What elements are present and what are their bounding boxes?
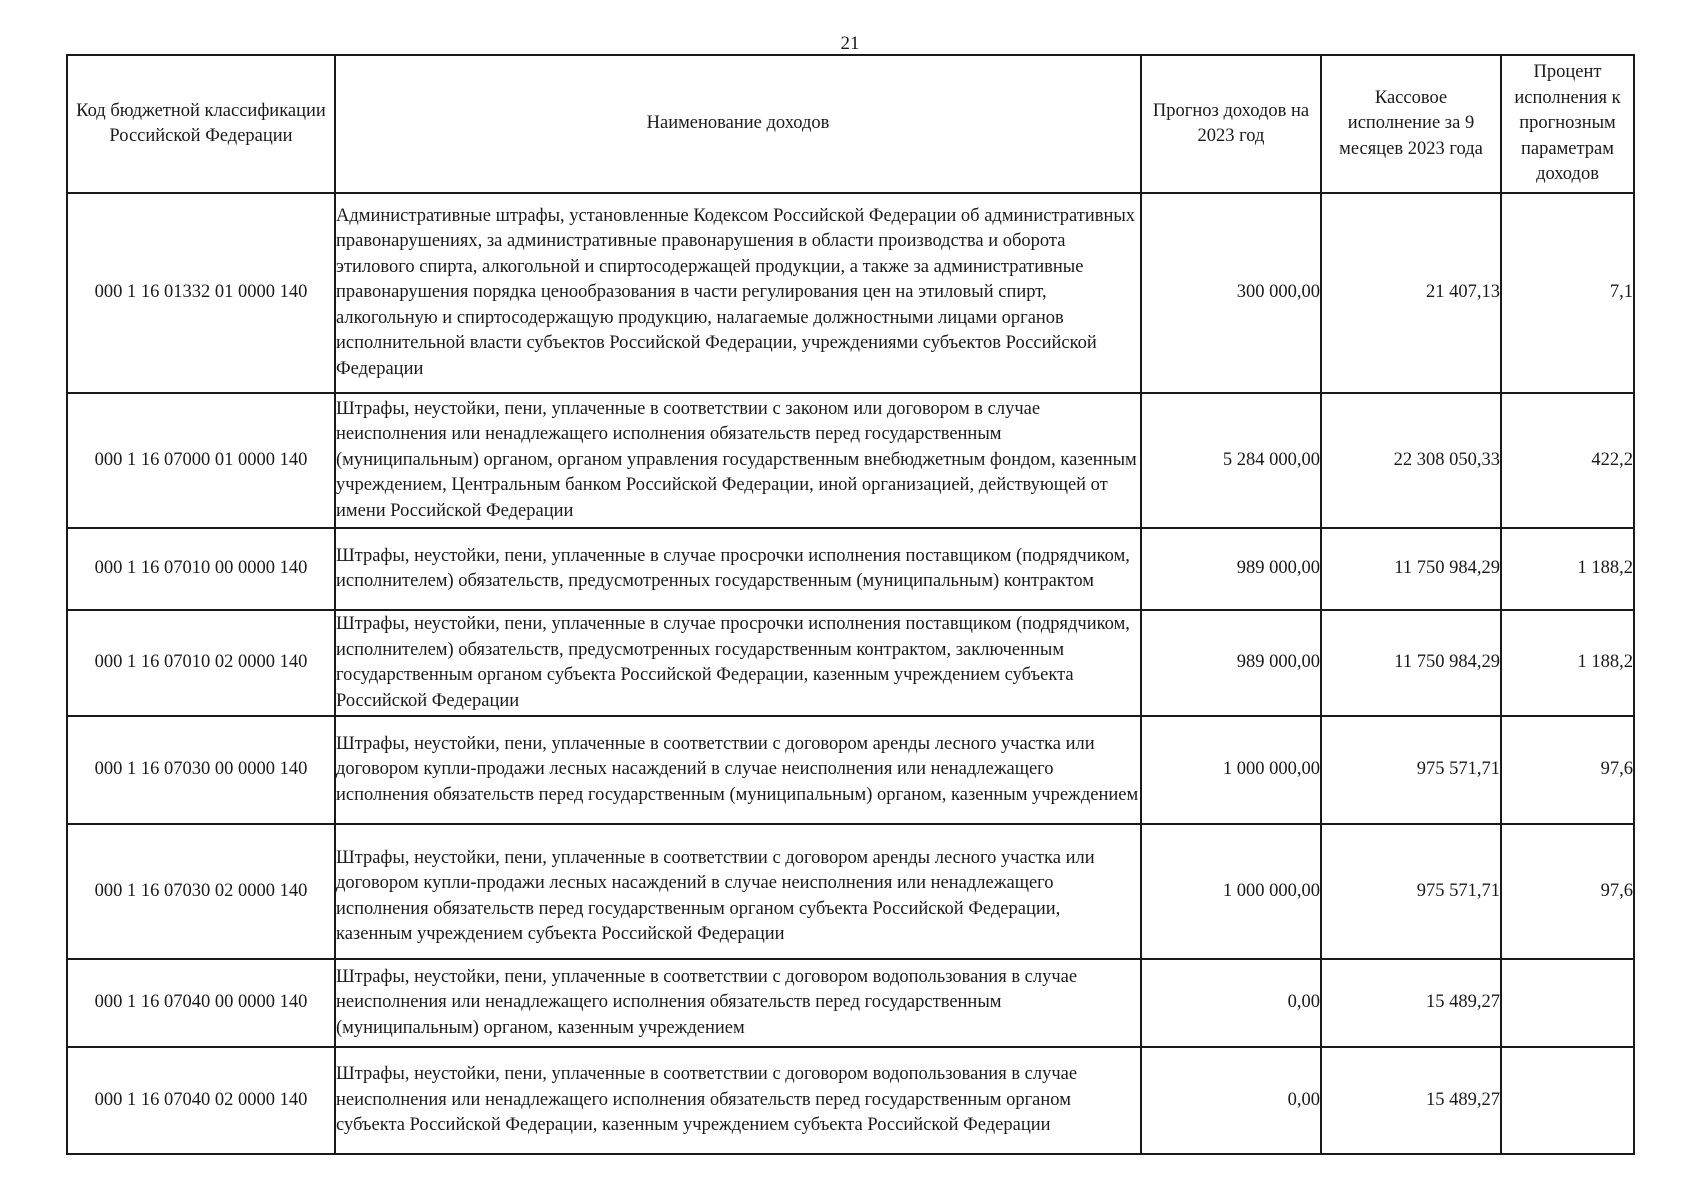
name-cell: Штрафы, неустойки, пени, уплаченные в соответствии с договором аренды лесного участка или договором купли-продажи лесных насаждений в случае неисполнения или ненадлежащего исполнения обязательств перед государственным (муниципальным) органом, казенным учреждением [335, 716, 1141, 824]
table-header [67, 55, 1634, 193]
percent-cell [1501, 1047, 1634, 1154]
percent-cell: 7,1 [1501, 193, 1634, 393]
revenue-table [66, 54, 1635, 1155]
page-number: 21 [840, 33, 860, 54]
name-cell: Административные штрафы, установленные Кодексом Российской Федерации об административных правонарушениях, за административные правонарушения в области производства и оборота этилового спирта, алкогольной и спиртосодержащей продукции, а также за административные правонарушения порядка ценообразования в части регулирования цен на этиловый спирт, алкогольную и спиртосодержащую продукцию, налагаемые должностными лицами органов исполнительной власти субъектов Российской Федерации, учреждениями субъектов Российской Федерации [335, 193, 1141, 393]
code-cell: 000 1 16 07040 02 0000 140 [67, 1047, 335, 1154]
name-cell: Штрафы, неустойки, пени, уплаченные в соответствии с договором водопользования в случае неисполнения или ненадлежащего исполнения обязательств перед государственным (муниципальным) органом, казенным учреждением [335, 959, 1141, 1047]
table-body [67, 193, 1634, 1154]
table-row [67, 610, 1634, 716]
table-row [67, 393, 1634, 528]
forecast-cell: 0,00 [1141, 959, 1321, 1047]
name-cell: Штрафы, неустойки, пени, уплаченные в соответствии с договором водопользования в случае неисполнения или ненадлежащего исполнения обязательств перед государственным органом субъекта Российской Федерации, казенным учреждением субъекта Российской Федерации [335, 1047, 1141, 1154]
name-cell: Штрафы, неустойки, пени, уплаченные в случае просрочки исполнения поставщиком (подрядчиком, исполнителем) обязательств, предусмотренных государственным контрактом, заключенным государственным органом субъекта Российской Федерации, казенным учреждением субъекта Российской Федерации [335, 610, 1141, 716]
percent-cell [1501, 959, 1634, 1047]
percent-cell: 97,6 [1501, 824, 1634, 959]
table-row [67, 528, 1634, 610]
forecast-cell: 300 000,00 [1141, 193, 1321, 393]
forecast-cell: 1 000 000,00 [1141, 824, 1321, 959]
table-row [67, 824, 1634, 959]
code-cell: 000 1 16 07010 00 0000 140 [67, 528, 335, 610]
forecast-cell: 0,00 [1141, 1047, 1321, 1154]
table-row [67, 716, 1634, 824]
header-name: Наименование доходов [335, 55, 1141, 193]
name-cell: Штрафы, неустойки, пени, уплаченные в случае просрочки исполнения поставщиком (подрядчиком, исполнителем) обязательств, предусмотренных государственным (муниципальным) контрактом [335, 528, 1141, 610]
execution-cell: 975 571,71 [1321, 824, 1501, 959]
code-cell: 000 1 16 07030 02 0000 140 [67, 824, 335, 959]
percent-cell: 97,6 [1501, 716, 1634, 824]
name-cell: Штрафы, неустойки, пени, уплаченные в соответствии с договором аренды лесного участка или договором купли-продажи лесных насаждений в случае неисполнения или ненадлежащего исполнения обязательств перед государственным органом субъекта Российской Федерации, казенным учреждением субъекта Российской Федерации [335, 824, 1141, 959]
code-cell: 000 1 16 07010 02 0000 140 [67, 610, 335, 716]
forecast-cell: 989 000,00 [1141, 610, 1321, 716]
code-cell: 000 1 16 07030 00 0000 140 [67, 716, 335, 824]
header-forecast: Прогноз доходов на 2023 год [1141, 55, 1321, 193]
name-cell: Штрафы, неустойки, пени, уплаченные в соответствии с законом или договором в случае неисполнения или ненадлежащего исполнения обязательств перед государственным (муниципальным) органом, органом управления государственным внебюджетным фондом, казенным учреждением, Центральным банком Российской Федерации, иной организацией, действующей от имени Российской Федерации [335, 393, 1141, 528]
header-execution: Кассовое исполнение за 9 месяцев 2023 года [1321, 55, 1501, 193]
table-row [67, 959, 1634, 1047]
percent-cell: 1 188,2 [1501, 528, 1634, 610]
forecast-cell: 5 284 000,00 [1141, 393, 1321, 528]
table-row [67, 193, 1634, 393]
execution-cell: 11 750 984,29 [1321, 610, 1501, 716]
percent-cell: 1 188,2 [1501, 610, 1634, 716]
execution-cell: 21 407,13 [1321, 193, 1501, 393]
header-percent: Процент исполнения к прогнозным параметрам доходов [1501, 55, 1634, 193]
table-row [67, 1047, 1634, 1154]
code-cell: 000 1 16 07000 01 0000 140 [67, 393, 335, 528]
execution-cell: 15 489,27 [1321, 959, 1501, 1047]
code-cell: 000 1 16 07040 00 0000 140 [67, 959, 335, 1047]
header-row [67, 55, 1634, 193]
execution-cell: 975 571,71 [1321, 716, 1501, 824]
percent-cell: 422,2 [1501, 393, 1634, 528]
forecast-cell: 1 000 000,00 [1141, 716, 1321, 824]
code-cell: 000 1 16 01332 01 0000 140 [67, 193, 335, 393]
execution-cell: 15 489,27 [1321, 1047, 1501, 1154]
execution-cell: 11 750 984,29 [1321, 528, 1501, 610]
header-code: Код бюджетной классификации Российской Федерации [67, 55, 335, 193]
execution-cell: 22 308 050,33 [1321, 393, 1501, 528]
forecast-cell: 989 000,00 [1141, 528, 1321, 610]
